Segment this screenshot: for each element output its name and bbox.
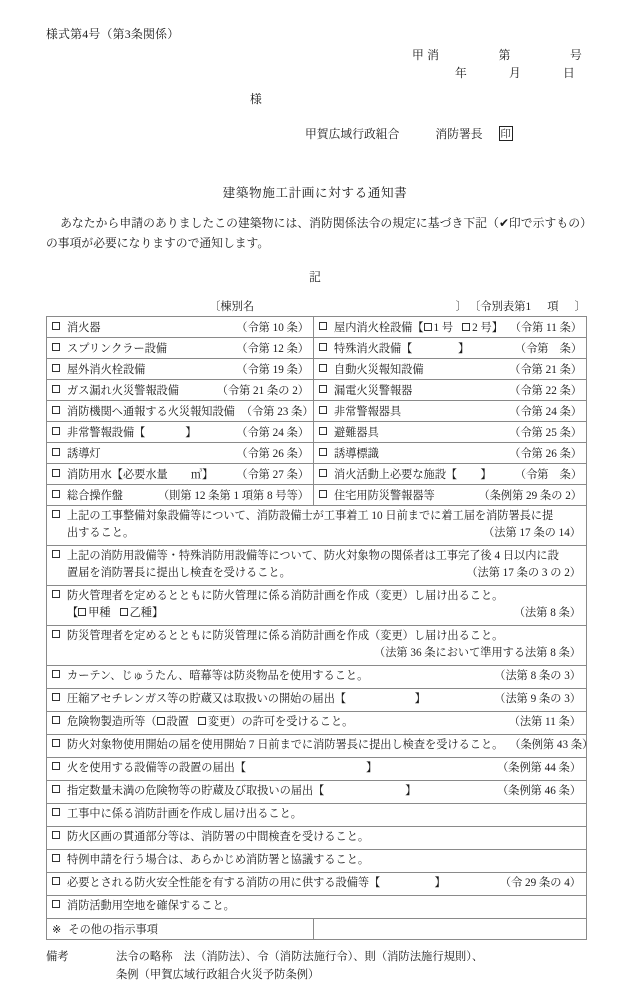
equipment-entry bbox=[314, 422, 586, 442]
requirement-line-1 bbox=[52, 714, 581, 731]
law-reference: （令第 21 条） bbox=[509, 364, 582, 376]
requirement-sub-option bbox=[120, 605, 152, 622]
other-instructions-value-cell[interactable] bbox=[314, 919, 587, 940]
requirement-line-1 bbox=[52, 760, 581, 777]
equipment-label: 誘導標識 bbox=[334, 448, 379, 460]
table-row bbox=[47, 666, 587, 689]
addressee-honorific: 様 bbox=[250, 92, 262, 106]
requirement-line-2 bbox=[52, 645, 581, 662]
appendix-open: 〔令別表第1 bbox=[469, 301, 532, 313]
requirement-text: 上記の工事整備対象設備等について、消防設備士が工事着工 10 日前までに着工届を消防署長に提 bbox=[67, 510, 554, 522]
table-row bbox=[47, 506, 587, 546]
checkbox-requirement-8[interactable] bbox=[52, 762, 60, 770]
table-row bbox=[47, 546, 587, 586]
requirement-cell bbox=[47, 873, 587, 896]
requirement-entry bbox=[47, 873, 586, 895]
equipment-label: スプリンクラー設備 bbox=[67, 343, 168, 355]
requirement-text-2: 置届を消防署長に提出し検査を受けること。 bbox=[67, 567, 291, 579]
requirement-cell bbox=[47, 506, 587, 546]
requirement-text: 必要とされる防火安全性能を有する消防の用に供する設備等【 bbox=[67, 877, 381, 889]
law-reference: （令第 条） bbox=[514, 469, 583, 481]
law-reference: （令第 27 条） bbox=[236, 469, 310, 481]
equipment-cell-right bbox=[314, 464, 587, 485]
equipment-cell-right bbox=[314, 317, 587, 338]
requirement-line-2 bbox=[52, 525, 581, 542]
law-reference: （令第 26 条） bbox=[236, 448, 309, 460]
requirement-line-1 bbox=[52, 829, 581, 846]
equipment-label: 屋内消火栓設備【 bbox=[334, 322, 424, 334]
checkbox-right-8[interactable] bbox=[319, 490, 327, 498]
requirement-entry bbox=[47, 666, 586, 688]
equipment-entry bbox=[314, 485, 586, 505]
checkbox-left-4[interactable] bbox=[52, 406, 60, 414]
requirement-sub-option bbox=[157, 714, 189, 731]
requirement-text: 防火管理者を定めるとともに防火管理に係る消防計画を作成（変更）し届け出ること。 bbox=[67, 590, 504, 602]
requirement-text-tail: ）の許可を受けること。 bbox=[230, 716, 354, 728]
checkbox-requirement-11[interactable] bbox=[52, 831, 60, 839]
equipment-label: 消防用水【必要水量 bbox=[67, 469, 168, 481]
equipment-cell-left bbox=[47, 401, 314, 422]
table-row bbox=[47, 464, 587, 485]
ki-marker: 記 bbox=[309, 270, 321, 284]
checkbox-left-0[interactable] bbox=[52, 322, 60, 330]
equipment-cell-right bbox=[314, 422, 587, 443]
checkbox-requirement-10[interactable] bbox=[52, 808, 60, 816]
seal-stamp-box: 印 bbox=[499, 126, 513, 141]
table-row bbox=[47, 338, 587, 359]
law-reference: （条例第 29 条の 2） bbox=[478, 490, 582, 502]
equipment-cell-left bbox=[47, 359, 314, 380]
law-reference: （令第 19 条） bbox=[236, 364, 309, 376]
equipment-label: 自動火災報知設備 bbox=[334, 364, 424, 376]
equipment-label: 住宅用防災警報器等 bbox=[334, 490, 435, 502]
equipment-entry bbox=[314, 317, 586, 337]
table-row bbox=[47, 896, 587, 919]
requirement-text: 危険物製造所等（ bbox=[67, 716, 157, 728]
equipment-label: 誘導灯 bbox=[67, 448, 101, 460]
requirement-line-1 bbox=[52, 737, 594, 754]
document-number-line bbox=[412, 46, 582, 63]
requirement-entry bbox=[47, 896, 586, 918]
remarks-body bbox=[116, 948, 606, 984]
law-reference: （令第 10 条） bbox=[236, 322, 309, 334]
equipment-cell-right bbox=[314, 485, 587, 506]
requirement-entry bbox=[47, 827, 586, 849]
law-reference: （法第 17 条の 14） bbox=[483, 527, 581, 539]
checkbox-requirement-2[interactable] bbox=[52, 590, 60, 598]
table-row bbox=[47, 781, 587, 804]
checkbox-right-0[interactable] bbox=[319, 322, 327, 330]
requirement-cell bbox=[47, 827, 587, 850]
other-instructions-value[interactable] bbox=[314, 920, 586, 939]
equipment-cell-left bbox=[47, 422, 314, 443]
remarks-block bbox=[46, 948, 606, 984]
table-row bbox=[47, 735, 587, 758]
requirement-line-1 bbox=[52, 806, 581, 823]
checkbox-left-3[interactable] bbox=[52, 385, 60, 393]
building-name-close: 〕 bbox=[455, 301, 467, 313]
equipment-cell-right bbox=[314, 380, 587, 401]
equipment-entry bbox=[47, 338, 313, 358]
law-reference: （令第 24 条） bbox=[236, 427, 310, 439]
equipment-entry bbox=[47, 443, 313, 463]
law-reference: （令 29 条の 4） bbox=[499, 877, 581, 889]
checkbox-right-4[interactable] bbox=[319, 406, 327, 414]
requirement-cell bbox=[47, 735, 594, 758]
requirement-entry bbox=[47, 804, 586, 826]
requirement-sub-option bbox=[78, 605, 110, 622]
law-reference: （則第 12 条第 1 項第 8 号等） bbox=[157, 490, 309, 502]
equipment-entry bbox=[47, 380, 313, 400]
checkbox-right-7[interactable] bbox=[319, 469, 327, 477]
equipment-label: ガス漏れ火災警報設備 bbox=[67, 385, 179, 397]
table-row bbox=[47, 850, 587, 873]
table-row bbox=[47, 758, 587, 781]
equipment-entry bbox=[47, 317, 313, 337]
appendix-table-field bbox=[467, 298, 586, 314]
requirement-cell bbox=[47, 712, 587, 735]
requirement-entry bbox=[47, 850, 586, 872]
document-title: 建築物施工計画に対する通知書 bbox=[222, 186, 408, 200]
law-reference: （法第 8 条の 3） bbox=[494, 670, 581, 682]
requirement-line-1 bbox=[52, 852, 581, 869]
other-instructions-label-cell bbox=[47, 919, 314, 940]
law-reference: （令第 条） bbox=[514, 343, 583, 355]
checkbox-requirement-1[interactable] bbox=[52, 550, 60, 558]
checkbox-right-2[interactable] bbox=[319, 364, 327, 372]
equipment-entry bbox=[314, 380, 586, 400]
checkbox-requirement-13[interactable] bbox=[52, 877, 60, 885]
checkbox-left-8[interactable] bbox=[52, 490, 60, 498]
requirements-table-body bbox=[47, 317, 594, 940]
law-reference: （法第 36 条において準用する法第 8 条） bbox=[374, 647, 581, 659]
checkbox-left-1[interactable] bbox=[52, 343, 60, 351]
law-reference: （法第 11 条） bbox=[508, 716, 581, 728]
requirement-entry bbox=[47, 735, 594, 757]
checkbox-left-2[interactable] bbox=[52, 364, 60, 372]
requirement-text: 防災管理者を定めるとともに防災管理に係る消防計画を作成（変更）し届け出ること。 bbox=[67, 630, 504, 642]
checkbox-requirement-0[interactable] bbox=[52, 510, 60, 518]
law-reference: （条例第 43 条） bbox=[509, 739, 594, 751]
equipment-bracket-close: 】 bbox=[480, 469, 492, 481]
equipment-sub-option bbox=[424, 319, 454, 335]
requirement-text: カーテン、じゅうたん、暗幕等は防炎物品を使用すること。 bbox=[67, 670, 369, 682]
requirement-cell bbox=[47, 666, 587, 689]
requirement-sub-option bbox=[198, 714, 230, 731]
equipment-entry bbox=[314, 359, 586, 379]
checkbox-req-sub-2-0[interactable] bbox=[78, 608, 86, 616]
checkbox-requirement-6[interactable] bbox=[52, 716, 60, 724]
equipment-sub-option bbox=[462, 319, 492, 335]
requirement-sub-label: 乙種 bbox=[129, 607, 152, 619]
requirement-text: 火を使用する設備等の設置の届出【 bbox=[67, 762, 247, 774]
equipment-label: 総合操作盤 bbox=[67, 490, 123, 502]
equipment-bracket-close: 】 bbox=[458, 343, 470, 355]
requirement-entry bbox=[47, 586, 586, 625]
requirement-bracket-open: 【 bbox=[67, 607, 79, 619]
requirement-text-2: 出すること。 bbox=[67, 527, 135, 539]
equipment-cell-right bbox=[314, 338, 587, 359]
date-year-label: 年 bbox=[455, 66, 467, 80]
requirement-cell bbox=[47, 586, 587, 626]
requirement-entry bbox=[47, 626, 586, 665]
requirement-text: 上記の消防用設備等・特殊消防用設備等について、防火対象物の関係者は工事完了後 4 日以内に設 bbox=[67, 550, 559, 562]
requirement-text: 特例申請を行う場合は、あらかじめ消防署と協議すること。 bbox=[67, 854, 370, 866]
other-instructions-row bbox=[47, 919, 587, 940]
equipment-sub-label: 1 号 bbox=[433, 322, 454, 334]
requirements-table bbox=[46, 316, 594, 940]
checkbox-right-6[interactable] bbox=[319, 448, 327, 456]
law-reference: （令第 24 条） bbox=[509, 406, 582, 418]
building-name-header bbox=[46, 298, 586, 314]
requirement-cell bbox=[47, 546, 587, 586]
table-row bbox=[47, 422, 587, 443]
requirement-text: 防火対象物使用開始の届を使用開始 7 日前までに消防署長に提出し検査を受けること。 bbox=[67, 739, 504, 751]
requirement-line-1 bbox=[52, 588, 581, 605]
date-month-label: 月 bbox=[509, 66, 521, 80]
table-row bbox=[47, 359, 587, 380]
table-row bbox=[47, 586, 587, 626]
equipment-label: 避難器具 bbox=[334, 427, 379, 439]
requirement-bracket-close: 】 bbox=[151, 607, 164, 619]
requirement-entry bbox=[47, 546, 586, 585]
checkbox-left-5[interactable] bbox=[52, 427, 60, 435]
table-row bbox=[47, 380, 587, 401]
requirement-text: 圧縮アセチレンガス等の貯蔵又は取扱いの開始の届出【 bbox=[67, 693, 347, 705]
requirement-entry bbox=[47, 781, 586, 803]
equipment-bracket-close: 】 bbox=[491, 322, 503, 334]
building-name-field bbox=[209, 298, 467, 314]
equipment-label: 消火活動上必要な施設【 bbox=[334, 469, 458, 481]
requirement-cell bbox=[47, 850, 587, 873]
checkbox-requirement-5[interactable] bbox=[52, 693, 60, 701]
checkbox-left-7[interactable] bbox=[52, 469, 60, 477]
requirement-text: 工事中に係る消防計画を作成し届け出ること。 bbox=[67, 808, 302, 820]
other-instructions-text: その他の指示事項 bbox=[68, 924, 158, 936]
requirement-text: 防火区画の貫通部分等は、消防署の中間検査を受けること。 bbox=[67, 831, 370, 843]
remarks-label: 備考 bbox=[46, 951, 69, 963]
table-row bbox=[47, 689, 587, 712]
appendix-term: 項 bbox=[547, 301, 559, 313]
requirement-sub-label: 甲種 bbox=[88, 607, 111, 619]
requirement-entry bbox=[47, 758, 586, 780]
equipment-cell-left bbox=[47, 338, 314, 359]
equipment-entry bbox=[314, 401, 586, 421]
equipment-entry bbox=[47, 485, 313, 505]
equipment-entry bbox=[47, 464, 313, 484]
checkbox-requirement-14[interactable] bbox=[52, 900, 60, 908]
requirement-cell bbox=[47, 758, 587, 781]
requirement-cell bbox=[47, 896, 587, 919]
issuer-block bbox=[305, 125, 513, 142]
requirement-cell bbox=[47, 781, 587, 804]
equipment-cell-right bbox=[314, 401, 587, 422]
law-reference: （令第 12 条） bbox=[236, 343, 309, 355]
checkbox-requirement-3[interactable] bbox=[52, 630, 60, 638]
equipment-label: 漏電火災警報器 bbox=[334, 385, 413, 397]
table-row bbox=[47, 317, 587, 338]
checkbox-right-5[interactable] bbox=[319, 427, 327, 435]
table-row bbox=[47, 401, 587, 422]
equipment-label: 消防機関へ通報する火災報知設備 bbox=[67, 406, 235, 418]
requirement-entry bbox=[47, 689, 586, 711]
equipment-entry bbox=[47, 359, 313, 379]
intro-paragraph bbox=[46, 213, 586, 253]
requirement-text: 指定数量未満の危険物等の貯蔵及び取扱いの届出【 bbox=[67, 785, 325, 797]
equipment-label: 特殊消火設備【 bbox=[334, 343, 413, 355]
doc-number-prefix: 甲 消 bbox=[412, 48, 440, 62]
requirement-entry bbox=[47, 506, 586, 545]
law-reference: （法第 9 条の 3） bbox=[494, 693, 581, 705]
equipment-entry bbox=[314, 443, 586, 463]
checkbox-req-sub-6-0[interactable] bbox=[157, 717, 165, 725]
remarks-line-1: 法令の略称 法（消防法）、令（消防法施行令）、則（消防法施行規則）、 bbox=[116, 951, 484, 963]
issuer-organization: 甲賀広域行政組合 bbox=[305, 127, 400, 141]
form-number: 様式第4号（第3条関係） bbox=[46, 27, 180, 41]
equipment-label: 非常警報器具 bbox=[334, 406, 402, 418]
table-row bbox=[47, 827, 587, 850]
checkbox-req-sub-2-1[interactable] bbox=[120, 608, 128, 616]
equipment-entry bbox=[314, 464, 586, 484]
requirement-line-1 bbox=[52, 783, 581, 800]
requirement-cell bbox=[47, 804, 587, 827]
table-row bbox=[47, 626, 587, 666]
building-name-open: 〔棟別名 bbox=[209, 301, 255, 313]
requirement-text: 消防活動用空地を確保すること。 bbox=[67, 900, 235, 912]
appendix-close: 〕 bbox=[574, 301, 586, 313]
checkbox-sub-right-0-1[interactable] bbox=[462, 323, 470, 331]
requirement-line-1 bbox=[52, 691, 581, 708]
equipment-cell-left bbox=[47, 464, 314, 485]
equipment-bracket-close: 】 bbox=[185, 427, 197, 439]
doc-number-gou: 号 bbox=[570, 48, 582, 62]
table-row bbox=[47, 443, 587, 464]
requirement-sub-label: 設置 bbox=[166, 716, 189, 728]
requirement-line-1 bbox=[52, 508, 581, 525]
document-date-line bbox=[455, 64, 575, 81]
requirement-sub-label: 変更 bbox=[207, 716, 231, 728]
requirement-line-1 bbox=[52, 668, 581, 685]
requirement-cell bbox=[47, 626, 587, 666]
remarks-line-2: 条例（甲賀広域行政組合火災予防条例） bbox=[116, 969, 320, 981]
equipment-entry bbox=[314, 338, 586, 358]
requirement-line-1 bbox=[52, 548, 581, 565]
law-reference: （条例第 44 条） bbox=[497, 762, 582, 774]
doc-number-dai: 第 bbox=[498, 48, 511, 62]
equipment-entry bbox=[47, 401, 313, 421]
equipment-label: 非常警報設備【 bbox=[67, 427, 146, 439]
equipment-cell-left bbox=[47, 317, 314, 338]
checkbox-left-6[interactable] bbox=[52, 448, 60, 456]
other-instructions-label bbox=[47, 919, 313, 939]
checkbox-requirement-9[interactable] bbox=[52, 785, 60, 793]
law-reference: （令第 21 条の 2） bbox=[216, 385, 309, 397]
requirement-bracket-close: 】 bbox=[434, 877, 446, 889]
law-reference: （令第 11 条） bbox=[509, 322, 582, 334]
checkbox-right-3[interactable] bbox=[319, 385, 327, 393]
equipment-cell-right bbox=[314, 359, 587, 380]
requirement-entry bbox=[47, 712, 586, 734]
requirement-line-1 bbox=[52, 898, 581, 915]
table-row bbox=[47, 712, 587, 735]
law-reference: （法第 17 条の 3 の 2） bbox=[466, 567, 581, 579]
checkbox-sub-right-0-0[interactable] bbox=[424, 323, 432, 331]
intro-text: あなたから申請のありましたこの建築物には、消防関係法令の規定に基づき下記（✔印で示すもの）の事項が必要になりますので通知します。 bbox=[46, 216, 586, 250]
requirement-line-2 bbox=[52, 565, 581, 582]
issuer-post: 消防署長 bbox=[435, 127, 483, 141]
requirement-line-1 bbox=[52, 875, 581, 892]
checkbox-right-1[interactable] bbox=[319, 343, 327, 351]
law-reference: （令第 22 条） bbox=[509, 385, 582, 397]
law-reference: （令第 23 条） bbox=[240, 406, 314, 418]
requirement-line-2 bbox=[52, 605, 581, 622]
equipment-cell-left bbox=[47, 380, 314, 401]
equipment-cell-left bbox=[47, 443, 314, 464]
table-row bbox=[47, 804, 587, 827]
requirement-line-1 bbox=[52, 628, 581, 645]
requirement-bracket-close: 】 bbox=[414, 693, 426, 705]
equipment-cell-left bbox=[47, 485, 314, 506]
law-reference: （令第 25 条） bbox=[509, 427, 582, 439]
checkbox-req-sub-6-1[interactable] bbox=[198, 717, 206, 725]
date-day-label: 日 bbox=[563, 66, 575, 80]
table-row bbox=[47, 485, 587, 506]
equipment-cell-right bbox=[314, 443, 587, 464]
requirement-bracket-close: 】 bbox=[365, 762, 378, 774]
equipment-bracket-close: ㎥】 bbox=[190, 469, 214, 481]
equipment-label: 屋外消火栓設備 bbox=[67, 364, 146, 376]
equipment-sub-label: 2 号 bbox=[472, 322, 492, 334]
checkbox-requirement-4[interactable] bbox=[52, 670, 60, 678]
equipment-label: 消火器 bbox=[67, 322, 101, 334]
law-reference: （令第 26 条） bbox=[509, 448, 582, 460]
asterisk-mark: ※ bbox=[52, 924, 62, 936]
table-row bbox=[47, 873, 587, 896]
law-reference: （条例第 46 条） bbox=[497, 785, 582, 797]
requirement-bracket-close: 】 bbox=[405, 785, 417, 797]
checkbox-requirement-7[interactable] bbox=[52, 739, 60, 747]
equipment-entry bbox=[47, 422, 313, 442]
law-reference: （法第 8 条） bbox=[513, 607, 581, 619]
checkbox-requirement-12[interactable] bbox=[52, 854, 60, 862]
requirement-cell bbox=[47, 689, 587, 712]
